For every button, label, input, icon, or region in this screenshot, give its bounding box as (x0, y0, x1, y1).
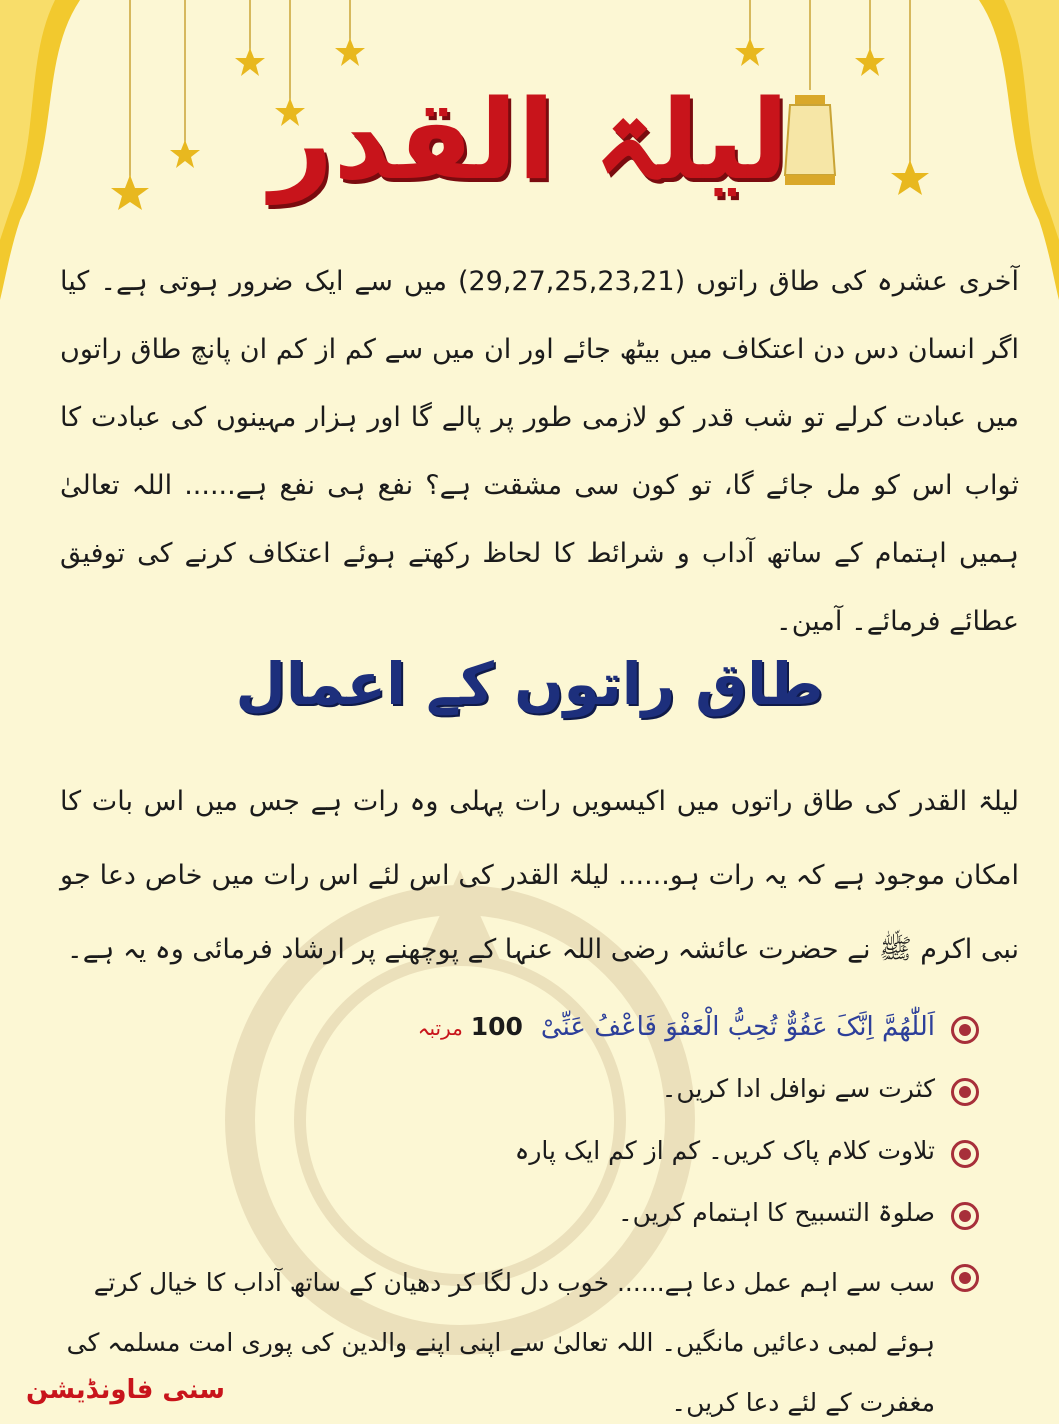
list-item (60, 1191, 979, 1253)
flower-bullet-icon (951, 1016, 979, 1044)
list-item-text: سب سے اہم عمل دعا ہے...... خوب دل لگا کر دھیان کے ساتھ آداب کا خیال کرتے ہوئے لمبی دعائیں مانگیں۔ اللہ تعالیٰ سے اپنی اپنے والدین کی پوری امت مسلمہ کی مغفرت کے لئے دعا کریں۔ (66, 1268, 935, 1417)
list-item-text: تلاوت کلام پاک کریں۔ کم از کم ایک پارہ (514, 1136, 935, 1165)
list-item (60, 1129, 979, 1191)
main-title: لیلۃ القدر (270, 76, 789, 204)
flower-bullet-icon (951, 1140, 979, 1168)
list-item-text: صلوۃ التسبیح کا اہتمام کریں۔ (617, 1198, 935, 1227)
flower-bullet-icon (951, 1202, 979, 1230)
dua-text: اَللّٰھُمَّ اِنَّکَ عَفُوٌّ تُحِبُّ الْعَفْوَ فَاعْفُ عَنِّیْ (540, 1012, 935, 1042)
intro-paragraph: آخری عشرہ کی طاق راتوں (29,27,25,23,21) میں سے ایک ضرور ہوتی ہے۔ کیا اگر انسان دس دن اعتکاف میں بیٹھ جائے اور ان میں سے کم از کم ان پانچ طاق راتوں میں عبادت کرلے تو شب قدر کو لازمی طور پر پالے گا اور ہزار مہینوں کی عبادت کا ثواب اس کو مل جائے گا، تو کون سی مشقت ہے؟ نفع ہی نفع ہے...... اللہ تعالیٰ ہمیں اہتمام کے ساتھ آداب و شرائط کا لحاظ رکھتے ہوئے اعتکاف کرنے کی توفیق عطائے فرمائے۔ آمین۔ (60, 266, 1020, 637)
list-item (60, 1005, 979, 1067)
dua-count-unit: مرتبہ (417, 1016, 463, 1040)
dua-count: 100 (470, 1012, 523, 1041)
section-paragraph: لیلۃ القدر کی طاق راتوں میں اکیسویں رات پہلی وہ رات ہے جس میں اس بات کا امکان موجود ہے کہ یہ رات ہو...... لیلۃ القدر کی اس لئے اس رات میں خاص دعا جو نبی اکرم ﷺ نے حضرت عائشہ رضی اللہ عنہا کے پوچھنے پر ارشاد فرمائی وہ یہ ہے۔ (60, 786, 1019, 965)
flower-bullet-icon (951, 1264, 979, 1292)
foundation-logo: سنی فاونڈیشن (26, 1375, 225, 1405)
list-item (60, 1067, 979, 1129)
section-title: طاق راتوں کے اعمال (235, 650, 824, 718)
flower-bullet-icon (951, 1078, 979, 1106)
list-item-text: کثرت سے نوافل ادا کریں۔ (661, 1074, 935, 1103)
